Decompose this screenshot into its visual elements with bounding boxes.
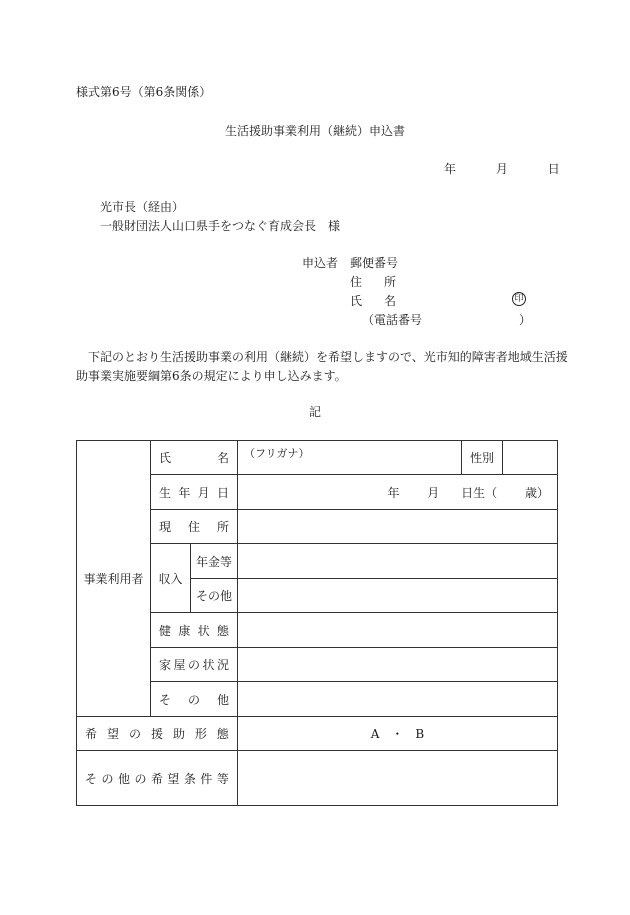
dob-day: 日生（	[461, 485, 498, 500]
applicant-name-label: 氏名	[350, 294, 419, 308]
body-paragraph-line-2: 助事業実施要綱第6条の規定により申し込みます。	[76, 369, 347, 383]
support-label: 希 望 の 援 助 形 態	[85, 727, 229, 741]
user-label-cell	[77, 441, 151, 717]
postal-code-label: 郵便番号	[350, 256, 399, 270]
other-income-label-cell	[191, 579, 238, 613]
date-year: 年	[444, 162, 457, 176]
house-label-cell	[151, 648, 238, 682]
dob-year: 年	[387, 485, 400, 500]
gender-label: 性別	[469, 451, 494, 465]
pension-label-cell	[191, 544, 238, 579]
conditions-label-cell	[77, 751, 238, 806]
document-title: 生活援助事業利用（継続）申込書	[224, 124, 405, 138]
health-label-cell	[151, 613, 238, 648]
conditions-label: そ の 他 の 希 望 条 件 等	[85, 771, 229, 786]
ki-heading: 記	[308, 405, 321, 419]
date-month: 月	[495, 162, 508, 176]
gender-field[interactable]	[503, 441, 558, 475]
furigana-field[interactable]	[238, 441, 462, 475]
user-label: 事業利用者	[83, 572, 144, 586]
dob-age: 歳）	[524, 485, 549, 500]
house-label: 家 屋 の 状 況	[159, 658, 229, 672]
support-label-cell	[77, 717, 238, 751]
income-label: 収入	[158, 571, 183, 586]
dob-month: 月	[427, 485, 440, 500]
conditions-field[interactable]	[238, 751, 558, 806]
other-label: そ の 他	[159, 692, 229, 707]
addressee-line-2: 一般財団法人山口県手をつなぐ育成会長 様	[100, 219, 341, 233]
health-field[interactable]	[238, 613, 558, 648]
health-label: 健 康 状 態	[159, 623, 229, 638]
income-label-cell	[151, 544, 191, 613]
phone-close-paren: ）	[519, 313, 532, 327]
name-label: 氏 名	[159, 451, 229, 465]
table-row	[77, 717, 558, 751]
table-row	[77, 751, 558, 806]
other-income-label: その他	[195, 589, 232, 603]
date-line	[444, 163, 560, 175]
address-label-cell	[151, 510, 238, 544]
application-table	[76, 440, 558, 806]
dob-label: 生 年 月 日	[159, 485, 229, 500]
pension-label: 年金等	[195, 554, 232, 569]
applicant-label: 申込者	[302, 256, 339, 270]
phone-label: （電話番号	[362, 313, 423, 327]
other-field[interactable]	[238, 682, 558, 717]
addressee-line-1: 光市長（経由）	[100, 200, 185, 214]
applicant-address-label: 住所	[350, 275, 419, 289]
support-type-options: A ・ B	[370, 727, 425, 741]
address-field[interactable]	[238, 510, 558, 544]
address-label: 現 住 所	[159, 520, 229, 534]
support-type-field[interactable]	[238, 717, 558, 751]
seal-mark-icon: 印	[512, 292, 526, 306]
dob-label-cell	[151, 475, 238, 510]
house-field[interactable]	[238, 648, 558, 682]
body-paragraph-line-1: 下記のとおり生活援助事業の利用（継続）を希望しますので、光市知的障害者地域生活援	[88, 350, 568, 364]
gender-label-cell	[462, 441, 503, 475]
other-income-field[interactable]	[238, 579, 558, 613]
date-day: 日	[547, 162, 560, 176]
table-row	[77, 441, 558, 475]
pension-field[interactable]	[238, 544, 558, 579]
furigana-label: （フリガナ）	[244, 447, 310, 460]
form-number: 様式第6号（第6条関係）	[76, 85, 212, 99]
dob-field[interactable]	[238, 475, 558, 510]
other-label-cell	[151, 682, 238, 717]
name-label-cell	[151, 441, 238, 475]
